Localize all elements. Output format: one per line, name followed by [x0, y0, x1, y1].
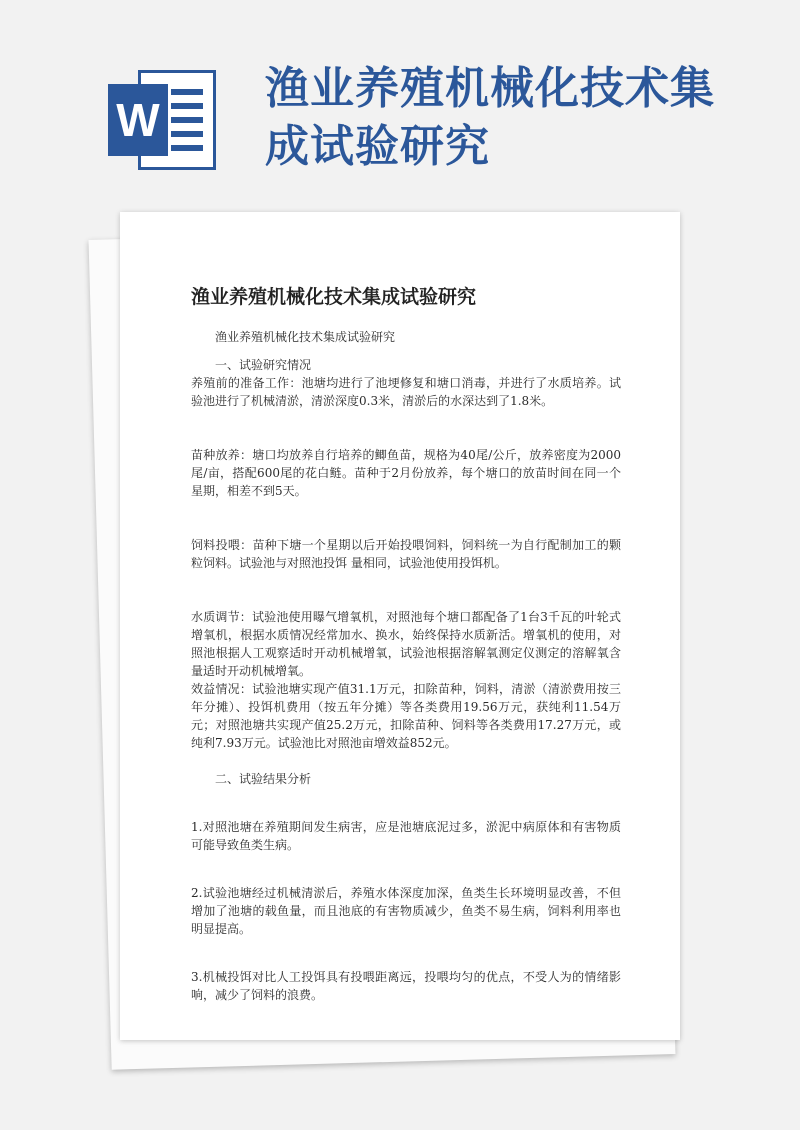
document-subtitle: 渔业养殖机械化技术集成试验研究 [215, 330, 396, 344]
result-item-3: 3.机械投饵对比人工投饵具有投喂距离远，投喂均匀的优点，不受人为的情绪影响，减少了饲料的浪费。 [191, 970, 621, 1002]
document-title: 渔业养殖机械化技术集成试验研究 [191, 286, 477, 308]
paragraph-benefit: 效益情况：试验池塘实现产值31.1万元，扣除苗种，饲料，清淤（清淤费用按三年分摊）、投饵机费用（按五年分摊）等各类费用19.56万元，获纯利11.54万元；对照池塘共实现产值25.2万元，扣除苗种、饲料等各类费用17.27万元，或纯利7.93万元。试验池比对照池亩增效益852元。 [191, 682, 621, 750]
word-letter-badge: W [108, 84, 168, 156]
microsoft-word-icon [108, 70, 216, 170]
paragraph-stocking: 苗种放养：塘口均放养自行培养的鲫鱼苗，规格为40尾/公斤，放养密度为2000尾/亩，搭配600尾的花白鲢。苗种于2月份放养，每个塘口的放苗时间在同一个星期，相差不到5天。 [191, 448, 621, 498]
result-item-2: 2.试验池塘经过机械清淤后，养殖水体深度加深，鱼类生长环境明显改善，不但增加了池塘的载鱼量，而且池底的有害物质减少，鱼类不易生病，饲料利用率也明显提高。 [191, 886, 621, 936]
paragraph-feeding: 饲料投喂：苗种下塘一个星期以后开始投喂饲料，饲料统一为自行配制加工的颗粒饲料。试验池与对照池投饵 量相同，试验池使用投饵机。 [191, 538, 621, 570]
document-body [191, 328, 621, 1004]
section-heading-research: 一、试验研究情况 [215, 358, 312, 372]
paragraph-preparation: 养殖前的准备工作：池塘均进行了池埂修复和塘口消毒，并进行了水质培养。试验池进行了机械清淤，清淤深度0.3米，清淤后的水深达到了1.8米。 [191, 376, 621, 408]
result-item-1: 1.对照池塘在养殖期间发生病害，应是池塘底泥过多，淤泥中病原体和有害物质可能导致鱼类生病。 [191, 820, 621, 852]
document-page [120, 212, 680, 1040]
section-heading-results: 二、试验结果分析 [215, 772, 312, 786]
paragraph-water-quality: 水质调节：试验池使用曝气增氧机，对照池每个塘口都配备了1台3千瓦的叶轮式增氧机，根据水质情况经常加水、换水，始终保持水质新活。增氧机的使用，对照池根据人工观察适时开动机械增氧，试验池根据溶解氧测定仪测定的溶解氧含量适时开动机械增氧。 [191, 610, 621, 678]
page-title: 渔业养殖机械化技术集成试验研究 [265, 63, 715, 172]
